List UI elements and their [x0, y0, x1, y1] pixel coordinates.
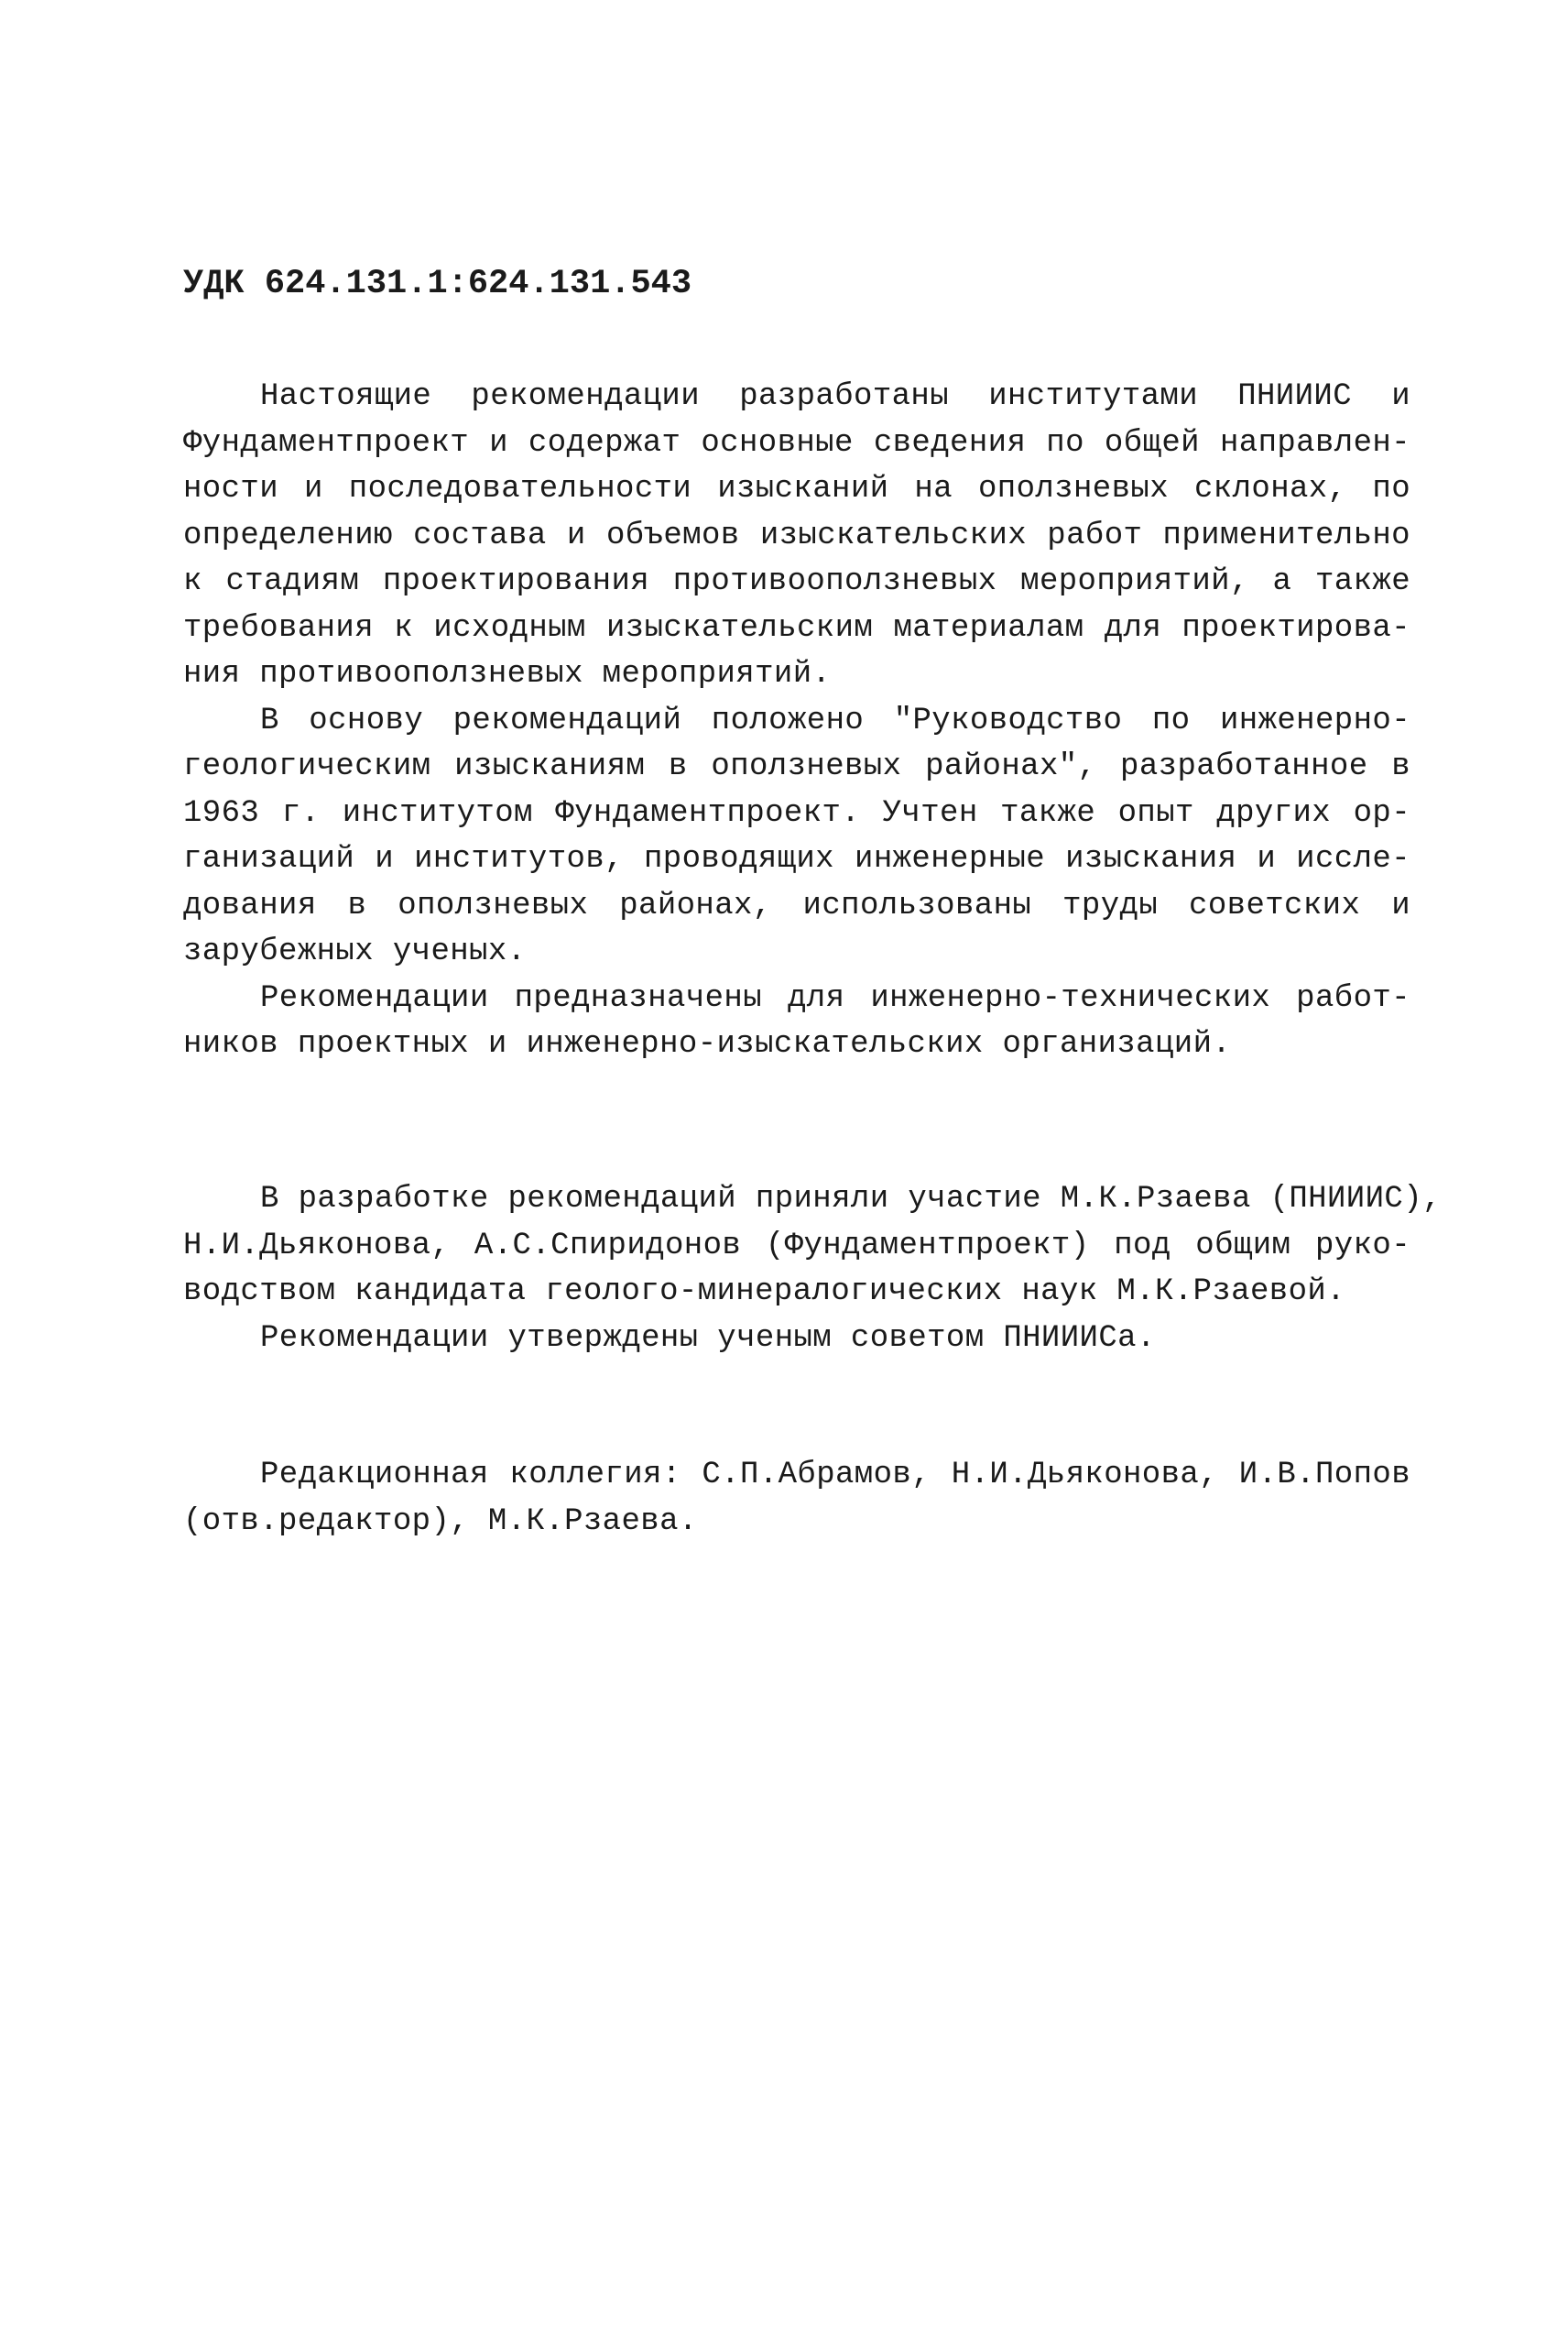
intro-line: ганизаций и институтов, проводящих инженерные изыскания и иссле-: [183, 842, 1410, 877]
intro-line: определению состава и объемов изыскательских работ применительно: [183, 518, 1410, 553]
authors-line: Рекомендации утверждены ученым советом ПНИИИСа.: [260, 1320, 1156, 1356]
intro-section: [183, 374, 1410, 1068]
intro-line: ния противооползневых мероприятий.: [183, 657, 832, 692]
intro-line: Настоящие рекомендации разработаны институтами ПНИИИС и: [260, 379, 1410, 414]
editors-section: [183, 1452, 1410, 1545]
intro-line: Рекомендации предназначены для инженерно-технических работ-: [260, 980, 1410, 1016]
authors-line: Н.И.Дьяконова, А.С.Спиридонов (Фундаментпроект) под общим руко-: [183, 1228, 1410, 1263]
udc-code: УДК 624.131.1:624.131.543: [183, 265, 692, 303]
intro-line: зарубежных ученых.: [183, 934, 527, 969]
intro-line: 1963 г. институтом Фундаментпроект. Учтен также опыт других ор-: [183, 795, 1410, 831]
intro-line: к стадиям проектирования противооползневых мероприятий, а также: [183, 564, 1410, 599]
intro-line: геологическим изысканиям в оползневых районах", разработанное в: [183, 749, 1410, 784]
authors-line: водством кандидата геолого-минералогических наук М.К.Рзаевой.: [183, 1274, 1346, 1309]
intro-line: ников проектных и инженерно-изыскательских организаций.: [183, 1027, 1232, 1062]
editors-line: Редакционная коллегия: С.П.Абрамов, Н.И.Дьяконова, И.В.Попов: [260, 1458, 1410, 1492]
authors-section: [183, 1176, 1442, 1361]
intro-line: требования к исходным изыскательским материалам для проектирова-: [183, 610, 1410, 646]
editors-line: (отв.редактор), М.К.Рзаева.: [183, 1503, 698, 1539]
intro-line: дования в оползневых районах, использованы труды советских и: [183, 888, 1410, 923]
intro-line: ности и последовательности изысканий на оползневых склонах, по: [183, 472, 1410, 507]
authors-line: В разработке рекомендаций приняли участие М.К.Рзаева (ПНИИИС),: [260, 1182, 1442, 1217]
intro-line: В основу рекомендаций положено "Руководство по инженерно-: [260, 703, 1410, 738]
intro-line: Фундаментпроект и содержат основные сведения по общей направлен-: [183, 425, 1410, 461]
